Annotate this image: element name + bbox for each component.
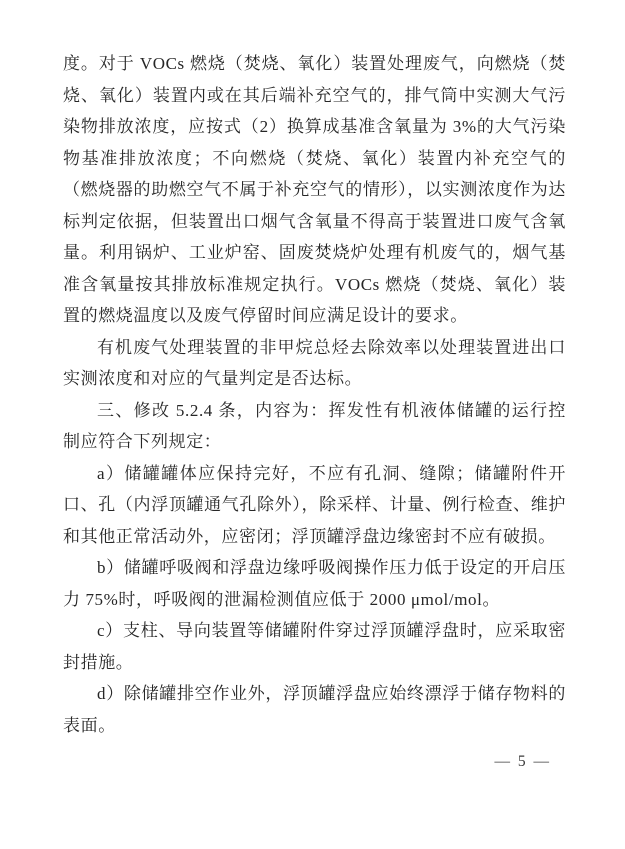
paragraph-item-c: c）支柱、导向装置等储罐附件穿过浮顶罐浮盘时，应采取密封措施。 — [63, 621, 566, 672]
paragraph: 有机废气处理装置的非甲烷总烃去除效率以处理装置进出口实测浓度和对应的气量判定是否达标。 — [63, 337, 566, 388]
paragraph-item-b: b）储罐呼吸阀和浮盘边缘呼吸阀操作压力低于设定的开启压力 75%时，呼吸阀的泄漏检测值应低于 2000 μmol/mol。 — [63, 558, 566, 609]
document-body — [63, 48, 566, 741]
paragraph-item-a: a）储罐罐体应保持完好，不应有孔洞、缝隙；储罐附件开口、孔（内浮顶罐通气孔除外），除采样、计量、例行检查、维护和其他正常活动外，应密闭；浮顶罐浮盘边缘密封不应有破损。 — [63, 463, 566, 546]
paragraph-continuation: 度。对于 VOCs 燃烧（焚烧、氧化）装置处理废气，向燃烧（焚烧、氧化）装置内或在其后端补充空气的，排气筒中实测大气污染物排放浓度，应按式（2）换算成基准含氧量为 3%的大气污染物基准排放浓度；不向燃烧（焚烧、氧化）装置内补充空气的（燃烧器的助燃空气不属于补充空气的情形），以实测浓度作为达标判定依据，但装置出口烟气含氧量不得高于装置进口废气含氧量。利用锅炉、工业炉窑、固废焚烧炉处理有机废气的，烟气基准含氧量按其排放标准规定执行。VOCs 燃烧（焚烧、氧化）装置的燃烧温度以及废气停留时间应满足设计的要求。 — [63, 54, 566, 325]
paragraph-item-d: d）除储罐排空作业外，浮顶罐浮盘应始终漂浮于储存物料的表面。 — [63, 684, 566, 735]
page-number: — 5 — — [494, 753, 551, 770]
paragraph-clause-3: 三、修改 5.2.4 条，内容为：挥发性有机液体储罐的运行控制应符合下列规定： — [63, 400, 566, 451]
